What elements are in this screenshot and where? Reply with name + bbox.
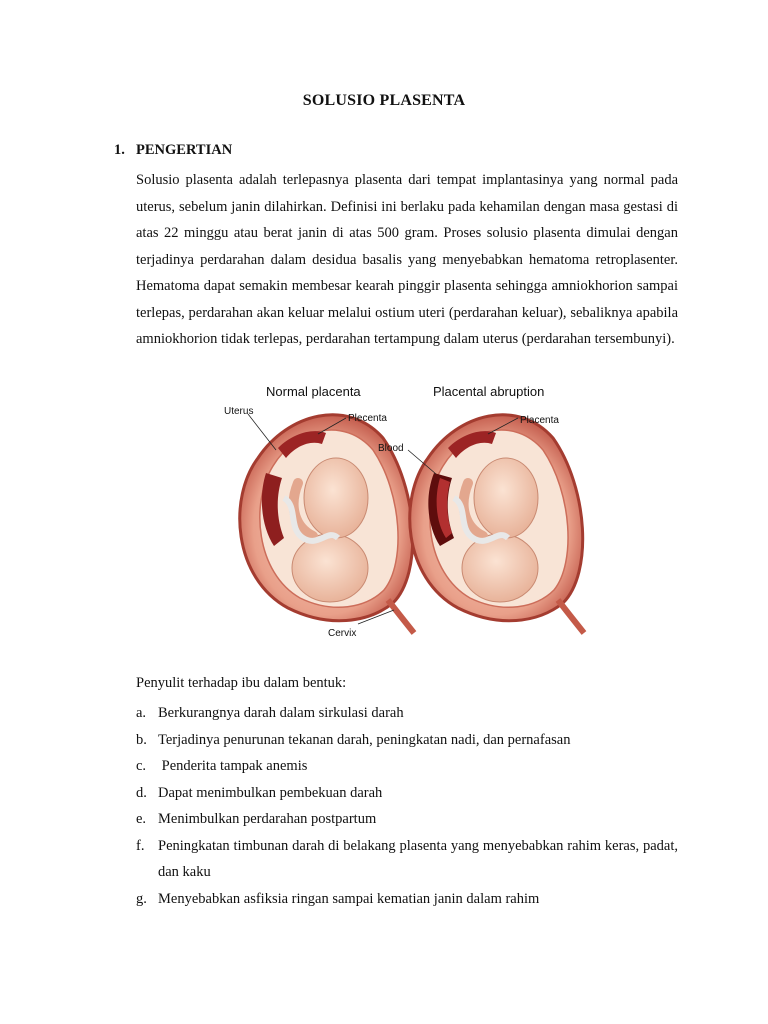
list-item-text: Peningkatan timbunan darah di belakang plasenta yang menyebabkan rahim keras, padat, dan kaku <box>158 837 678 880</box>
list-item <box>136 886 678 913</box>
abruption-uterus <box>410 415 584 633</box>
list-item-text: Menyebabkan asfiksia ringan sampai kematian janin dalam rahim <box>158 890 540 907</box>
complications-list <box>136 700 678 912</box>
list-item <box>136 833 678 886</box>
list-intro: Penyulit terhadap ibu dalam bentuk: <box>136 675 347 691</box>
list-item-text: Dapat menimbulkan pembekuan darah <box>158 784 383 801</box>
placenta-illustration <box>218 378 598 643</box>
list-marker: g. <box>136 890 147 907</box>
label-placenta-right: Placenta <box>520 415 559 426</box>
list-marker: a. <box>136 705 147 721</box>
list-item <box>136 700 678 727</box>
list-item <box>136 753 678 780</box>
list-marker: e. <box>136 811 147 827</box>
list-item-text: Terjadinya penurunan tekanan darah, peningkatan nadi, dan pernafasan <box>158 731 571 748</box>
list-item-text: Menimbulkan perdarahan postpartum <box>158 811 377 827</box>
section-number: 1. <box>114 142 125 158</box>
list-marker: c. <box>136 758 147 774</box>
document-title: SOLUSIO PLASENTA <box>302 92 466 109</box>
label-blood: Blood <box>378 443 404 454</box>
label-uterus: Uterus <box>224 406 254 417</box>
list-marker: f. <box>136 837 145 854</box>
list-item-text: Penderita tampak anemis <box>158 758 308 774</box>
section-heading: PENGERTIAN <box>136 142 233 158</box>
placenta-diagram <box>218 378 598 643</box>
right-figure-title: Placental abruption <box>433 384 545 399</box>
label-cervix: Cervix <box>328 628 357 639</box>
list-marker: b. <box>136 731 147 748</box>
definition-paragraph: Solusio plasenta adalah terlepasnya plasenta dari tempat implantasinya yang normal pada uterus, sebelum janin dilahirkan. Definisi ini berlaku pada kehamilan dengan masa gestasi di atas 22 minggu atau berat janin di atas 500 gram. Proses solusio plasenta dimulai dengan terjadinya perdarahan dalam desidua basalis yang menyebabkan hematoma retroplasenter. Hematoma dapat semakin membesar kearah pinggir plasenta sehingga amniokhorion sampai terlepas, perdarahan akan keluar melalui ostium uteri (perdarahan keluar), sebaliknya apabila amniokhorion tidak terlepas, perdarahan tertampung dalam uterus (perdarahan tersembunyi). <box>136 172 678 347</box>
label-placenta-left: Plecenta <box>348 413 387 424</box>
list-item <box>136 806 678 833</box>
list-item-text: Berkurangnya darah dalam sirkulasi darah <box>158 705 404 721</box>
list-marker: d. <box>136 784 147 801</box>
list-item <box>136 780 678 807</box>
list-item <box>136 727 678 754</box>
left-figure-title: Normal placenta <box>266 384 361 399</box>
